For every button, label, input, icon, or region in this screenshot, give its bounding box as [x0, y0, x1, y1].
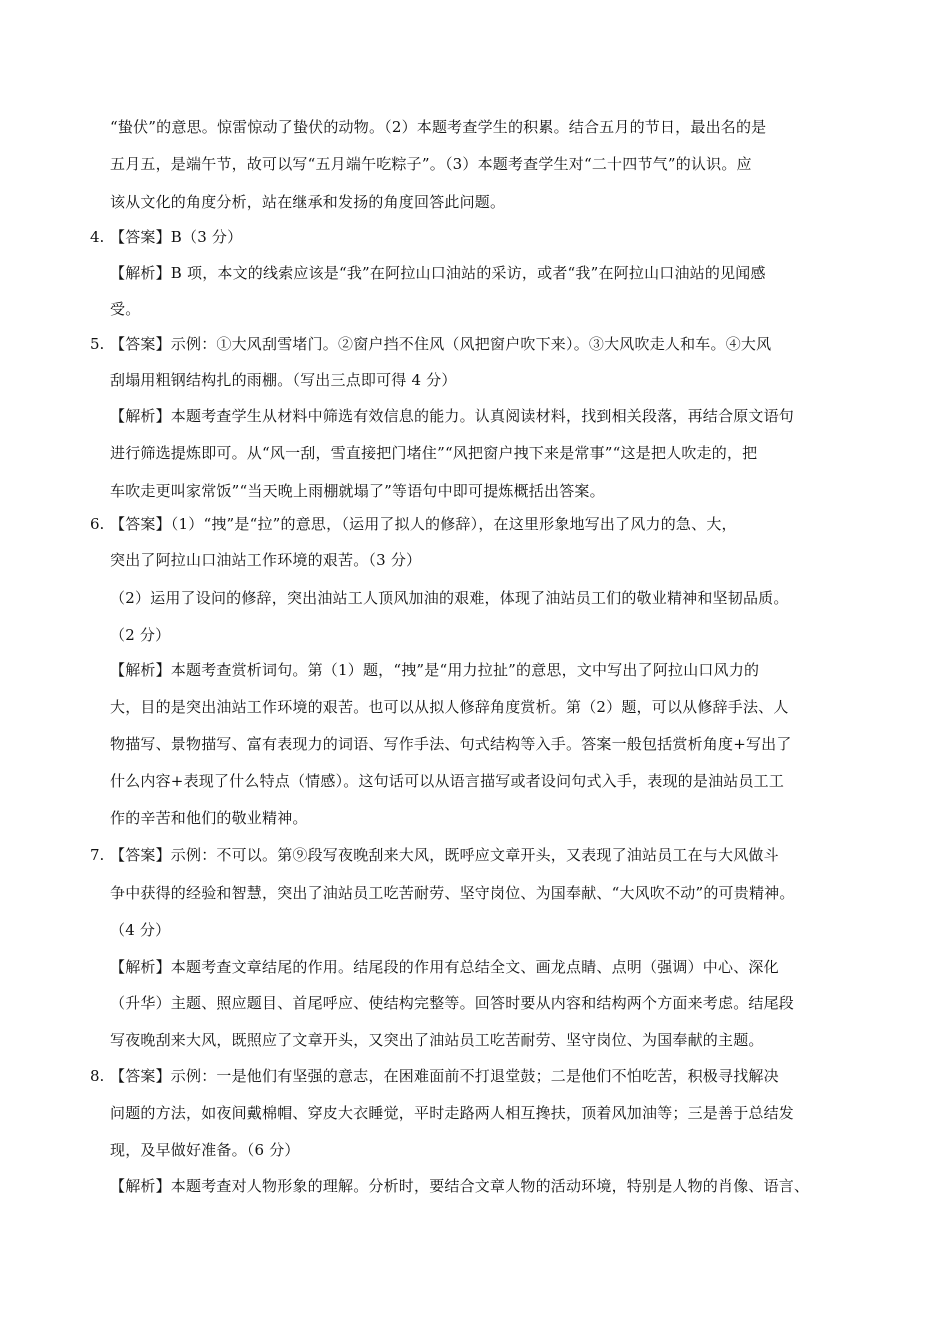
text-line: 受。	[110, 300, 141, 318]
text-line: 刮塌用粗钢结构扎的雨棚。（写出三点即可得 4 分）	[110, 371, 457, 389]
analysis-line: 【解析】本题考查赏析词句。第（1）题，“拽”是“用力拉扯”的意思，文中写出了阿拉山口风力的	[110, 661, 760, 679]
text-line: 写夜晚刮来大风，既照应了文章开头，又突出了油站员工吃苦耐劳、坚守岗位、为国奉献的主题。	[110, 1031, 764, 1049]
answer-line: 【答案】示例：不可以。第⑨段写夜晚刮来大风，既呼应文章开头，又表现了油站员工在与大风做斗	[110, 846, 779, 864]
text-line: 问题的方法，如夜间戴棉帽、穿皮大衣睡觉，平时走路两人相互搀扶，顶着风加油等；三是善于总结发	[110, 1104, 795, 1122]
text-line: （4 分）	[110, 921, 171, 939]
text-line: 物描写、景物描写、富有表现力的词语、写作手法、句式结构等入手。答案一般包括赏析角度+写出了	[110, 735, 792, 753]
text-line: 大，目的是突出油站工作环境的艰苦。也可以从拟人修辞角度赏析。第（2）题，可以从修辞手法、人	[110, 698, 789, 716]
text-line: 突出了阿拉山口油站工作环境的艰苦。（3 分）	[110, 551, 422, 569]
text-line: （升华）主题、照应题目、首尾呼应、使结构完整等。回答时要从内容和结构两个方面来考虑。结尾段	[110, 994, 795, 1012]
answer-line: 【答案】示例：①大风刮雪堵门。②窗户挡不住风（风把窗户吹下来）。③大风吹走人和车。④大风	[110, 335, 772, 353]
text-line: 现，及早做好准备。（6 分）	[110, 1141, 300, 1159]
text-line: 车吹走更叫家常饭”“当天晚上雨棚就塌了”等语句中即可提炼概括出答案。	[110, 482, 605, 500]
analysis-line: 【解析】本题考查文章结尾的作用。结尾段的作用有总结全文、画龙点睛、点明（强调）中心、深化	[110, 958, 779, 976]
analysis-line: 【解析】B 项，本文的线索应该是“我”在阿拉山口油站的采访，或者“我”在阿拉山口油站的见闻感	[110, 264, 766, 282]
question-number-8: 8.	[90, 1067, 105, 1085]
question-number-5: 5.	[90, 335, 105, 353]
answer-line: 【答案】（1）“拽”是“拉”的意思，（运用了拟人的修辞），在这里形象地写出了风力的急、大，	[110, 515, 737, 533]
question-number-6: 6.	[90, 515, 105, 533]
answer-line: 【答案】示例：一是他们有坚强的意志，在困难面前不打退堂鼓；二是他们不怕吃苦，积极寻找解决	[110, 1067, 779, 1085]
text-line: 该从文化的角度分析，站在继承和发扬的角度回答此问题。	[110, 193, 506, 211]
question-number-4: 4.	[90, 228, 105, 246]
answer-line: 【答案】B（3 分）	[110, 228, 243, 246]
question-number-7: 7.	[90, 846, 105, 864]
text-line: 什么内容+表现了什么特点（情感）。这句话可以从语言描写或者设问句式入手，表现的是油站员工工	[110, 772, 785, 790]
text-line: 五月五，是端午节，故可以写“五月端午吃粽子”。（3）本题考查学生对“二十四节气”的认识。应	[110, 155, 752, 173]
text-line: “蛰伏”的意思。惊雷惊动了蛰伏的动物。（2）本题考查学生的积累。结合五月的节日，最出名的是	[110, 118, 767, 136]
text-line: 作的辛苦和他们的敬业精神。	[110, 809, 308, 827]
analysis-line: 【解析】本题考查学生从材料中筛选有效信息的能力。认真阅读材料，找到相关段落，再结合原文语句	[110, 407, 795, 425]
text-line: （2 分）	[110, 626, 171, 644]
analysis-line: 【解析】本题考查对人物形象的理解。分析时，要结合文章人物的活动环境，特别是人物的肖像、语言、	[110, 1177, 810, 1195]
text-line: 进行筛选提炼即可。从“风一刮，雪直接把门堵住”“风把窗户拽下来是常事”“这是把人吹走的，把	[110, 444, 758, 462]
text-line: 争中获得的经验和智慧，突出了油站员工吃苦耐劳、坚守岗位、为国奉献、“大风吹不动”的可贵精神。	[110, 884, 795, 902]
text-line: （2）运用了设问的修辞，突出油站工人顶风加油的艰难，体现了油站员工们的敬业精神和坚韧品质。	[110, 589, 789, 607]
